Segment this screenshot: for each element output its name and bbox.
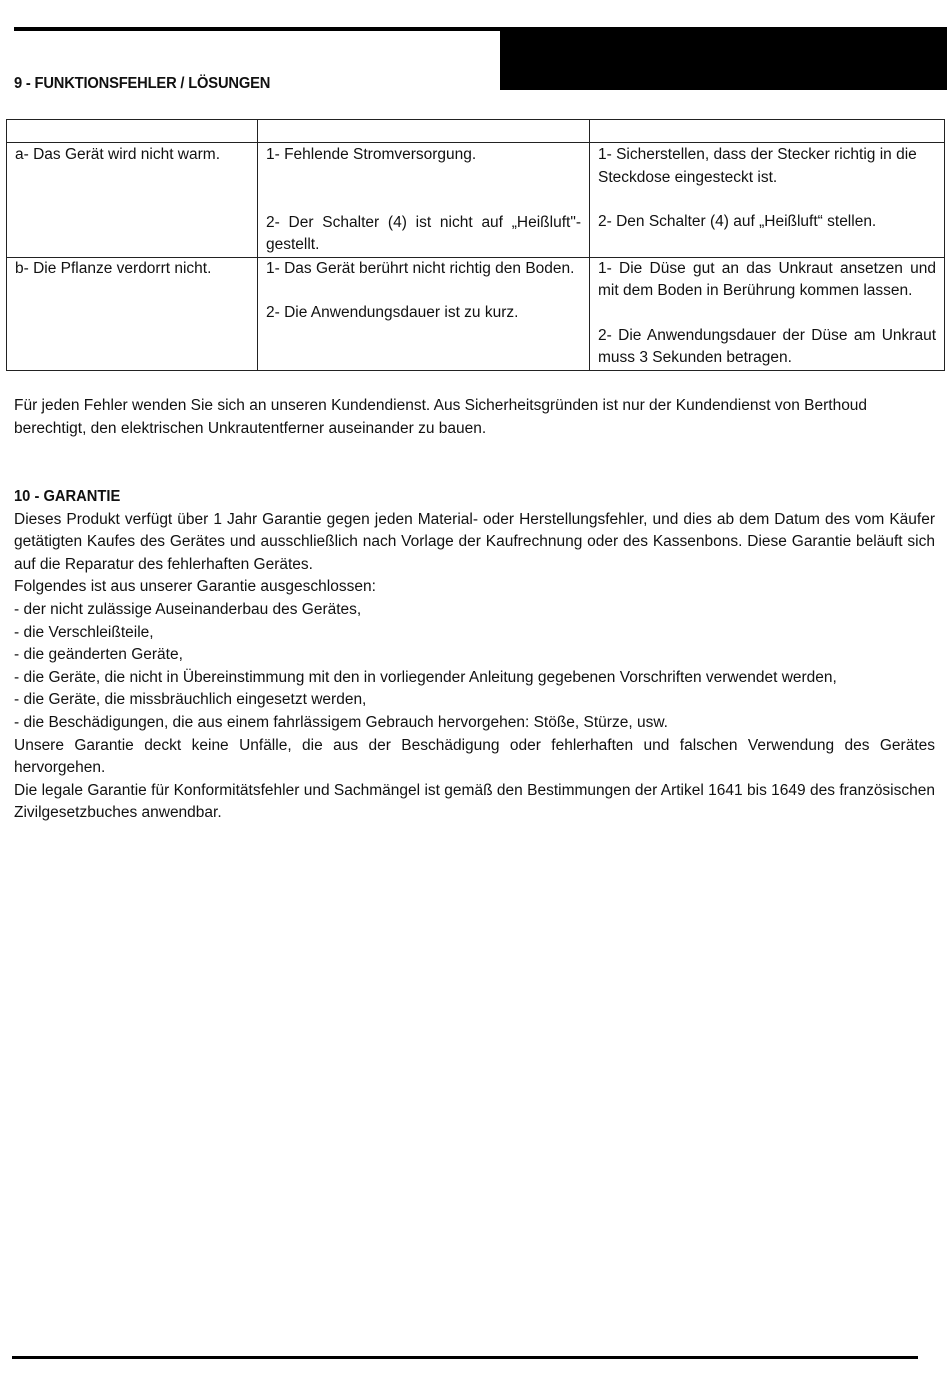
service-note: Für jeden Fehler wenden Sie sich an unseren Kundendienst. Aus Sicherheitsgründen ist nur der Kundendienst von Berthoud berechtigt, den elektrischen Unkrautentferner auseinander zu bauen. bbox=[14, 397, 868, 437]
table-header-row bbox=[7, 120, 945, 143]
warranty-intro: Dieses Produkt verfügt über 1 Jahr Garantie gegen jeden Material- oder Herstellungsfehler, und dies ab dem Datum des vom Käufer getätigten Kaufes des Gerätes und ausschließlich nach Vorlage der Kaufrechnung oder des Kassenbons. Diese Garantie beläuft sich auf die Reparatur des fehlerhaften Gerätes. bbox=[14, 510, 935, 573]
exclusion-item: - die Verschleißteile, bbox=[14, 623, 154, 641]
solution-text: 1- Die Düse gut an das Unkraut ansetzen und mit dem Boden in Berührung kommen lassen. bbox=[598, 259, 936, 299]
cause-text: 1- Fehlende Stromversorgung. bbox=[266, 146, 477, 163]
cause-text: 1- Das Gerät berührt nicht richtig den Boden. bbox=[266, 259, 575, 277]
solution-cell bbox=[590, 143, 945, 258]
table-row bbox=[7, 143, 945, 258]
fault-cell bbox=[7, 257, 258, 370]
solution-text: 2- Die Anwendungsdauer der Düse am Unkraut muss 3 Sekunden betragen. bbox=[598, 326, 936, 366]
cause-text: 2- Der Schalter (4) ist nicht auf „Heißluft"-gestellt. bbox=[266, 213, 581, 253]
warranty-section bbox=[14, 486, 935, 825]
cell-spacer bbox=[266, 280, 581, 302]
service-note-block bbox=[14, 395, 935, 440]
fault-text: a- Das Gerät wird nicht warm. bbox=[15, 146, 220, 163]
cause-cell bbox=[258, 143, 590, 258]
solution-cell bbox=[590, 257, 945, 370]
header-rule bbox=[14, 27, 504, 31]
cell-spacer bbox=[266, 167, 581, 212]
fault-cell bbox=[7, 143, 258, 258]
exclusion-item: - die Geräte, die nicht in Übereinstimmung mit den in vorliegender Anleitung gegebenen Vorschriften verwendet werden, bbox=[14, 668, 837, 686]
table-header-cell bbox=[258, 120, 590, 143]
table-row bbox=[7, 257, 945, 370]
header-black-block bbox=[500, 27, 947, 90]
section-title-warranty: 10 - GARANTIE bbox=[14, 488, 121, 505]
warranty-accidents: Unsere Garantie deckt keine Unfälle, die aus der Beschädigung oder fehlerhaften und falschen Verwendung des Gerätes hervorgehen. bbox=[14, 736, 935, 777]
fault-text: b- Die Pflanze verdorrt nicht. bbox=[15, 259, 212, 277]
exclusion-item: - die Geräte, die missbräuchlich eingesetzt werden, bbox=[14, 691, 367, 709]
exclusion-item: - die geänderten Geräte, bbox=[14, 646, 183, 664]
exclusions-intro: Folgendes ist aus unserer Garantie ausgeschlossen: bbox=[14, 578, 376, 596]
table-header-cell bbox=[7, 120, 258, 143]
faults-table bbox=[6, 119, 945, 371]
exclusion-item: - die Beschädigungen, die aus einem fahrlässigem Gebrauch hervorgehen: Stöße, Stürze, usw. bbox=[14, 713, 668, 731]
cell-spacer bbox=[598, 303, 936, 325]
section-title-faults: 9 - FUNKTIONSFEHLER / LÖSUNGEN bbox=[14, 75, 271, 92]
cause-cell bbox=[258, 257, 590, 370]
cause-text: 2- Die Anwendungsdauer ist zu kurz. bbox=[266, 304, 519, 321]
warranty-legal: Die legale Garantie für Konformitätsfehler und Sachmängel ist gemäß den Bestimmungen der Artikel 1641 bis 1649 des französischen Zivilgesetzbuches anwendbar. bbox=[14, 781, 935, 822]
exclusion-item: - der nicht zulässige Auseinanderbau des Gerätes, bbox=[14, 600, 362, 618]
cell-spacer bbox=[598, 189, 936, 211]
solution-text: 1- Sicherstellen, dass der Stecker richtig in die Steckdose eingesteckt ist. bbox=[598, 146, 917, 186]
table-header-cell bbox=[590, 120, 945, 143]
solution-text: 2- Den Schalter (4) auf „Heißluft“ stellen. bbox=[598, 213, 877, 230]
footer-rule bbox=[12, 1356, 918, 1359]
